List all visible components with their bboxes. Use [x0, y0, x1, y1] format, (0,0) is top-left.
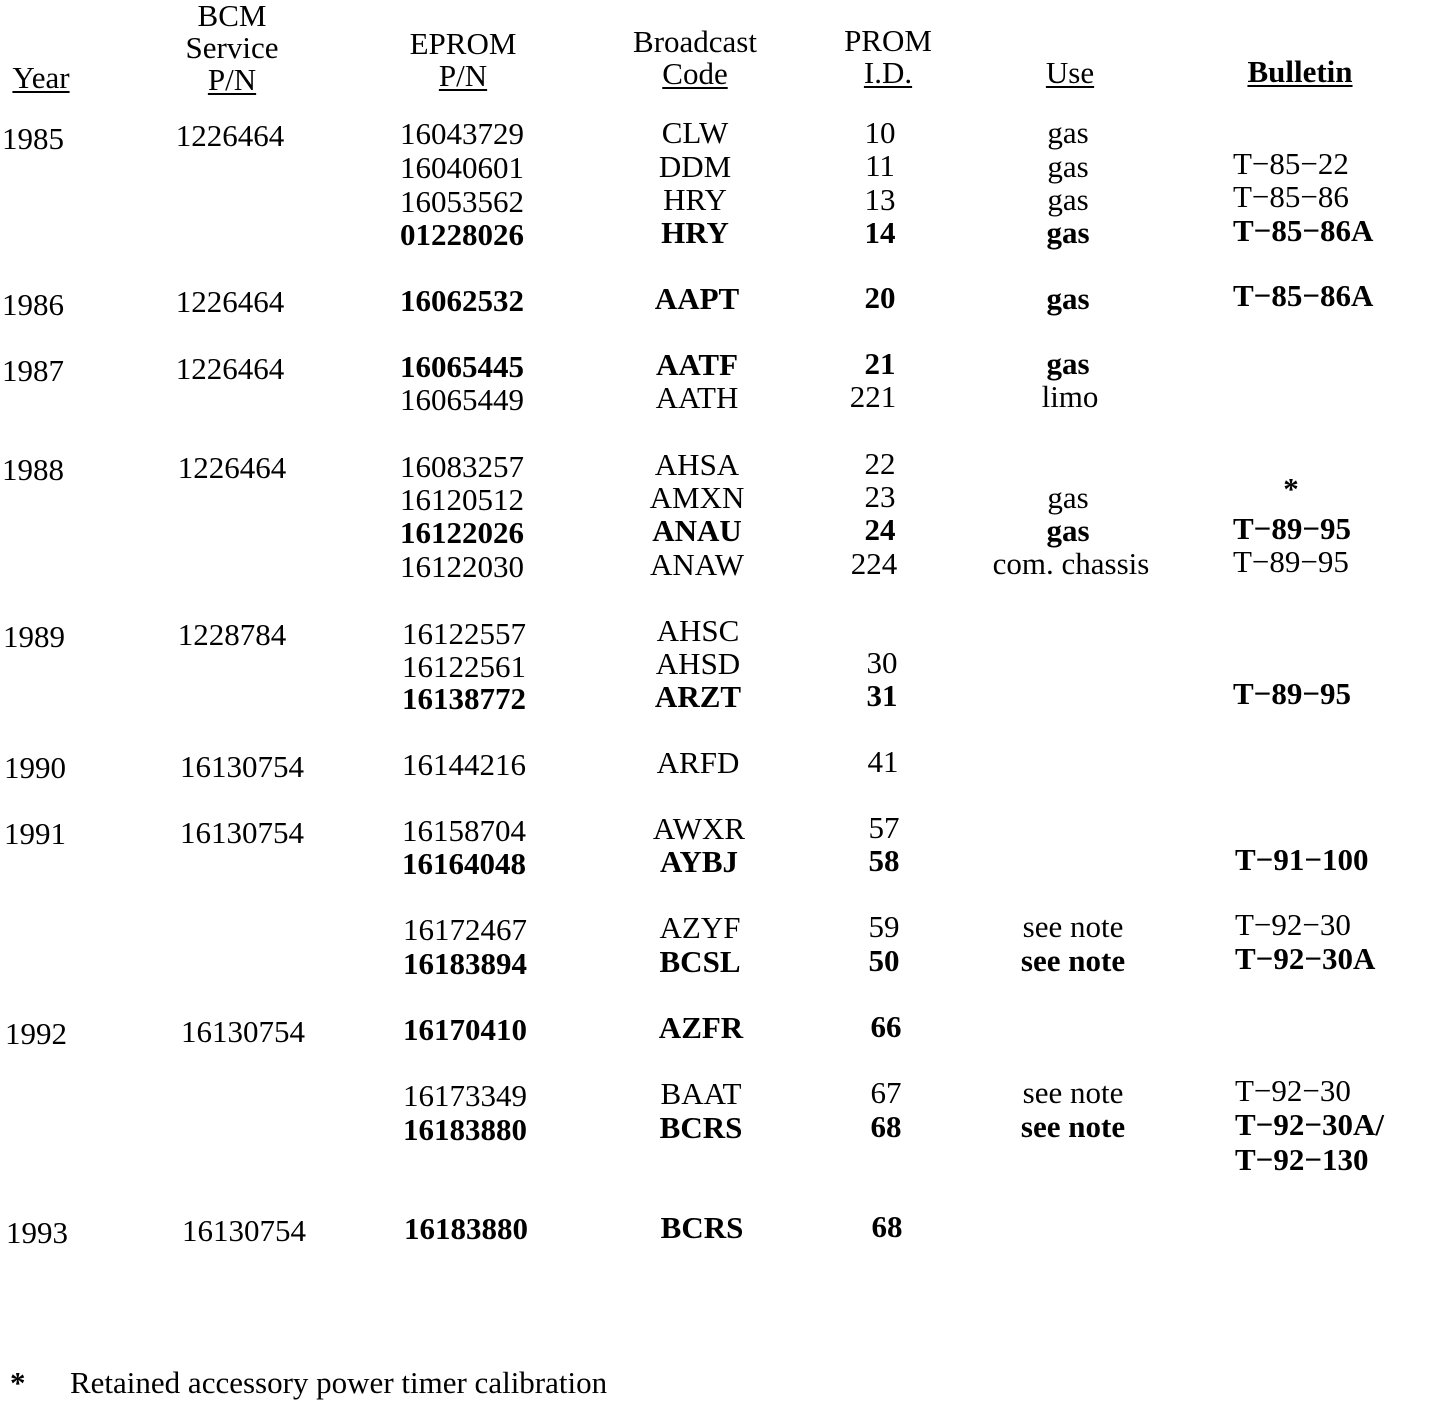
cell-use: limo — [1041, 379, 1099, 414]
cell-year: 1990 — [4, 750, 66, 785]
cell-eprom: 16173349 — [403, 1078, 527, 1113]
cell-code: BCRS — [659, 1110, 743, 1145]
header-prom-line: PROM — [844, 23, 932, 58]
cell-eprom: 16138772 — [402, 681, 526, 716]
cell-prom: 30 — [866, 645, 898, 680]
cell-prom: 224 — [850, 546, 898, 581]
cell-code: AHSA — [654, 447, 740, 482]
cell-eprom: 16170410 — [403, 1012, 527, 1047]
header-bcm-line: P/N — [207, 62, 257, 97]
cell-bulletin: T−92−30A/ — [1235, 1107, 1385, 1142]
cell-eprom: 01228026 — [400, 217, 524, 252]
header-bcm — [160, 0, 304, 96]
cell-bcm: 1226464 — [177, 450, 287, 485]
header-eprom-line: P/N — [438, 58, 488, 93]
cell-code: CLW — [661, 115, 729, 150]
footnote-asterisk: * — [10, 1365, 26, 1400]
cell-bcm: 16130754 — [181, 1014, 305, 1049]
cell-code: AATH — [655, 380, 739, 415]
cell-prom: 22 — [864, 446, 896, 481]
cell-prom: 24 — [864, 512, 896, 547]
cell-code: BAAT — [660, 1076, 742, 1111]
header-eprom-line: EPROM — [409, 26, 517, 61]
cell-bulletin: T−89−95 — [1233, 676, 1352, 711]
cell-prom: 57 — [868, 810, 900, 845]
cell-use: see note — [1020, 1109, 1126, 1144]
cell-use: see note — [1022, 1075, 1124, 1110]
cell-eprom: 16122026 — [400, 515, 524, 550]
cell-eprom: 16172467 — [403, 912, 527, 947]
cell-eprom: 16053562 — [400, 184, 524, 219]
cell-use: gas — [1046, 215, 1090, 250]
cell-eprom: 16062532 — [400, 283, 524, 318]
cell-prom: 41 — [867, 744, 899, 779]
cell-use: com. chassis — [992, 546, 1150, 581]
cell-use: gas — [1047, 480, 1089, 515]
cell-bulletin: T−85−22 — [1233, 146, 1349, 181]
cell-prom: 21 — [864, 346, 896, 381]
cell-code: ANAW — [650, 547, 744, 582]
cell-use: gas — [1047, 182, 1089, 217]
cell-year: 1985 — [2, 121, 64, 156]
cell-prom: 68 — [870, 1109, 902, 1144]
header-prom — [820, 25, 956, 89]
cell-eprom: 16040601 — [400, 150, 524, 185]
cell-code: AZFR — [658, 1010, 744, 1045]
cell-year: 1991 — [4, 816, 66, 851]
cell-eprom: 16183880 — [404, 1211, 528, 1246]
cell-code: AATF — [655, 347, 739, 382]
cell-bcm: 1226464 — [175, 118, 285, 153]
cell-code: ANAU — [652, 513, 742, 548]
cell-eprom: 16158704 — [402, 813, 526, 848]
cell-prom: 59 — [868, 909, 900, 944]
cell-code: AYBJ — [659, 844, 739, 879]
cell-use: see note — [1020, 943, 1126, 978]
cell-bcm: 16130754 — [180, 749, 304, 784]
cell-use: see note — [1022, 909, 1124, 944]
footnote — [10, 1366, 607, 1400]
cell-code: AMXN — [649, 480, 745, 515]
cell-prom: 20 — [864, 280, 896, 315]
cell-code: BCRS — [660, 1210, 744, 1245]
header-eprom — [380, 28, 546, 92]
cell-bulletin: T−92−130 — [1235, 1142, 1369, 1177]
cell-code: AHSD — [655, 646, 741, 681]
cell-eprom: 16164048 — [402, 846, 526, 881]
cell-prom: 10 — [864, 115, 896, 150]
cell-bulletin: T−92−30 — [1235, 907, 1351, 942]
cell-bulletin: T−85−86 — [1233, 179, 1349, 214]
cell-bulletin: T−85−86A — [1233, 213, 1374, 248]
cell-prom: 66 — [870, 1009, 902, 1044]
cell-prom: 50 — [868, 943, 900, 978]
cell-year: 1992 — [5, 1016, 67, 1051]
cell-year: 1988 — [2, 452, 64, 487]
cell-code: HRY — [661, 215, 729, 250]
header-use — [1010, 57, 1130, 89]
header-year-line: Year — [12, 60, 70, 95]
cell-prom: 68 — [871, 1209, 903, 1244]
cell-code: BCSL — [659, 944, 741, 979]
cell-bulletin: T−92−30A — [1235, 941, 1376, 976]
header-bulletin-line: Bulletin — [1247, 54, 1353, 89]
cell-prom: 13 — [864, 182, 896, 217]
cell-eprom: 16122557 — [402, 616, 526, 651]
cell-bulletin: T−89−95 — [1233, 544, 1349, 579]
cell-prom: 11 — [865, 148, 895, 183]
header-broadcast-line: Broadcast — [633, 24, 757, 59]
cell-eprom: 16122561 — [402, 649, 526, 684]
cell-bulletin: T−91−100 — [1235, 842, 1369, 877]
cell-prom: 23 — [864, 479, 896, 514]
cell-use: gas — [1046, 513, 1090, 548]
cell-use: gas — [1046, 346, 1090, 381]
cell-bcm: 1228784 — [177, 617, 287, 652]
cell-code: DDM — [658, 149, 732, 184]
cell-code: AAPT — [654, 281, 740, 316]
cell-code: AHSC — [656, 613, 740, 648]
header-year — [4, 62, 78, 94]
cell-code: HRY — [663, 182, 727, 217]
cell-eprom: 16183880 — [403, 1112, 527, 1147]
cell-use: gas — [1047, 149, 1089, 184]
cell-eprom: 16120512 — [400, 482, 524, 517]
cell-code: AWXR — [652, 811, 746, 846]
cell-bulletin: T−89−95 — [1233, 511, 1352, 546]
cell-eprom: 16144216 — [402, 747, 526, 782]
cell-code: AZYF — [659, 910, 741, 945]
cell-bcm: 1226464 — [175, 284, 285, 319]
cell-eprom: 16083257 — [400, 449, 524, 484]
cell-eprom: 16043729 — [400, 116, 524, 151]
header-prom-line: I.D. — [863, 55, 913, 90]
cell-eprom: 16122030 — [400, 549, 524, 584]
cell-bulletin: T−92−30 — [1235, 1073, 1351, 1108]
cell-bcm: 16130754 — [180, 815, 304, 850]
cell-prom: 221 — [849, 379, 897, 414]
header-use-line: Use — [1045, 55, 1095, 90]
cell-prom: 31 — [866, 678, 898, 713]
cell-bulletin: * — [1283, 471, 1299, 506]
cell-bcm: 16130754 — [182, 1213, 306, 1248]
cell-prom: 14 — [864, 215, 896, 250]
header-bcm-line: Service — [185, 30, 279, 65]
cell-eprom: 16065449 — [400, 382, 524, 417]
cell-use: gas — [1046, 281, 1090, 316]
cell-eprom: 16183894 — [403, 946, 527, 981]
cell-use: gas — [1047, 115, 1089, 150]
cell-eprom: 16065445 — [400, 349, 524, 384]
cell-year: 1987 — [2, 353, 64, 388]
cell-prom: 58 — [868, 843, 900, 878]
cell-year: 1993 — [6, 1215, 68, 1250]
footnote-text: Retained accessory power timer calibration — [70, 1365, 608, 1400]
cell-bulletin: T−85−86A — [1233, 278, 1374, 313]
cell-code: ARFD — [656, 745, 740, 780]
header-broadcast-line: Code — [662, 56, 728, 91]
cell-prom: 67 — [870, 1075, 902, 1110]
header-bcm-line: BCM — [197, 0, 267, 33]
cell-year: 1986 — [2, 287, 64, 322]
cell-code: ARZT — [654, 679, 742, 714]
header-bulletin — [1220, 56, 1380, 88]
header-broadcast — [610, 26, 780, 90]
cell-year: 1989 — [3, 619, 65, 654]
cell-bcm: 1226464 — [175, 351, 285, 386]
